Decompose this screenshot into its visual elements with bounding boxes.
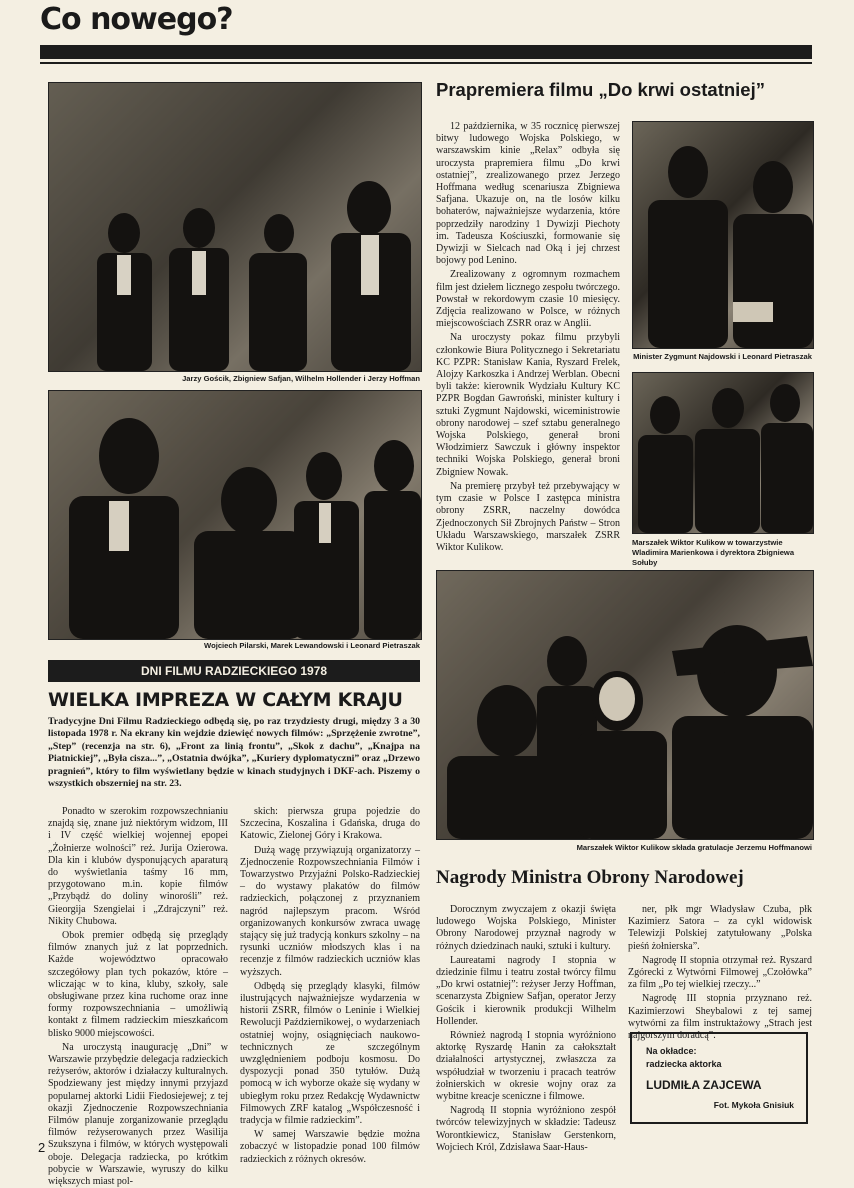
caption-photo5: Marszałek Wiktor Kulikow składa gratulacje Jerzemu Hoffmanowi xyxy=(576,843,812,852)
premiere-p4: Na premierę przybył też przebywający w tym czasie w Polsce I zastępca ministra obrony ZSRR, naczelny dowódca Zjednoczonych Sił Zbrojnych Państw – Stron Układu Warszawskiego, marszałek ZSRR Wiktor Kulikow. xyxy=(436,480,620,553)
days-col2-p2: Dużą wagę przywiązują organizatorzy – Zjednoczenie Rozpowszechniania Filmów i Towarzystwo Przyjaźni Polsko-Radzieckiej – do wystawy plakatów do filmów radzieckich, połączonej z przyznaniem nagród najlepszym pracom. Wśród organizowanych konkursów zwraca uwagę stający się już tradycją konkurs szkolny – na rysunki uczniów młodszych klas i na recenzje z filmów radzieckich uczniów klas wyższych. xyxy=(240,844,420,978)
photo-najdowski xyxy=(632,121,814,349)
premiere-p2: Zrealizowany z ogromnym rozmachem film jest dziełem licznego zespołu twórczego. Powstał w rekordowym czasie 10 miesięcy. Zdjęcia realizowano w Polsce, w różnych miejscowościach ZSRR oraz w Anglii. xyxy=(436,269,620,330)
awards-col1-p3: Również nagrodą I stopnia wyróżniono aktorkę Ryszardę Hanin za całokształt działalności artystycznej, zwłaszcza za współudział w tworzeniu i pracach teatrów żołnierskich w okresie wojny oraz za wybitne kreacje sceniczne i filmowe. xyxy=(436,1030,616,1103)
days-banner-text: DNI FILMU RADZIECKIEGO 1978 xyxy=(140,664,328,678)
premiere-headline: Prapremiera filmu „Do krwi ostatniej” xyxy=(436,79,765,100)
days-banner xyxy=(48,660,420,682)
photo-figures xyxy=(633,373,813,533)
awards-col1-p2: Laureatami nagrody I stopnia w dziedzinie filmu i teatru został twórcy filmu „Do krwi ostatniej”: reżyser Jerzy Hoffman, scenarzysta Zbigniew Safjan, operator Jerzy Gościk i kierownik produkcji Wilhelm Hollender. xyxy=(436,954,616,1027)
awards-col2-p1: ner, płk mgr Władysław Czuba, płk Kazimierz Satora – za cykl widowisk Telewizji Polskiej zatytułowany „Polska pieśń żołnierska”. xyxy=(628,904,812,952)
photo-figures xyxy=(437,571,813,839)
awards-column-1 xyxy=(436,904,616,1153)
caption-photo4: Marszałek Wiktor Kulikow w towarzystwie Wladimira Marienkowa i dyrektora Zbigniewa Sołuby xyxy=(632,538,795,567)
caption-photo1: Jarzy Gościk, Zbigniew Safjan, Wilhelm Hollender i Jerzy Hoffman xyxy=(182,374,420,383)
awards-col1-p4: Nagrodą II stopnia wyróżniono zespół twórców telewizyjnych w składzie: Tadeusz Worontkiewicz, Stanisław Gerstenkorn, Wojciech Król, Zdzisława Saar-Haus- xyxy=(436,1105,616,1153)
caption-photo3: Minister Zygmunt Najdowski i Leonard Pietraszak xyxy=(633,352,812,361)
awards-headline: Nagrody Ministra Obrony Narodowej xyxy=(436,867,744,888)
premiere-column xyxy=(436,121,620,568)
cover-label-2: radziecka aktorka xyxy=(646,1059,722,1069)
days-col2-p1: skich: pierwsza grupa pojedzie do Szczecina, Koszalina i Gdańska, druga do Katowic, Zielonej Góry i Krakowa. xyxy=(240,806,420,842)
photo-figures xyxy=(49,391,421,639)
days-lead: Tradycyjne Dni Filmu Radzieckiego odbędą się, po raz trzydziesty drugi, między 3 a 30 listopada 1978 r. Na ekrany kin wejdzie dziewięć nowych filmów: „Sprzężenie zwrotne”, „Step” (recenzja na str. 6), „Front za linią frontu”, „Skok z dachu”, „Knajpa na Piatnickiej”, „Była cisza...”, „Ostatnia dwójka”, „Kuriery dyplomatyczni” oraz „Drzewo pragnień”, który to film wyświetlany będzie w kinach studyjnych i DKF-ach. Piszemy o wszystkich obszerniej na str. 23. xyxy=(48,716,420,790)
awards-col1-p1: Dorocznym zwyczajem z okazji święta ludowego Wojska Polskiego, Minister Obrony Narodowej przyznał nagrody w różnych dziedzinach nauki, sztuki i kultury. xyxy=(436,904,616,952)
days-col1-p3: Na uroczystą inaugurację „Dni” w Warszawie przybędzie delegacja radzieckich reżyserów, aktorów i działaczy kulturalnych. Spodziewany jest między innymi przyjazd popularnej aktorki Lidii Fiedosiejewej; z tej okazji Zjednoczenie Rozpowszechniania Filmów planuje zorganizowanie przeglądu filmów reżyserowanych przez Wasilija Szukszyna i filmów, w których występowali oboje. Delegacja radziecka, po krótkim pobycie w Warszawie, wyruszy do kilku większych miast pol- xyxy=(48,1041,228,1188)
awards-col2-p2: Nagrodę II stopnia otrzymał reż. Ryszard Zgórecki z Wytwórni Filmowej „Czołówka” za film „Po tej wielkiej rzeczy...” xyxy=(628,954,812,991)
awards-col2-p3: Nagrodę III stopnia przyznano reż. Kazimierzowi Sheybalowi z tej samej wytwórni za film instruktażowy „Strach jest najgorszym doradcą”. xyxy=(628,993,812,1042)
photo-figures xyxy=(49,83,421,371)
cover-name: LUDMIŁA ZAJCEWA xyxy=(646,1078,762,1092)
days-col1-p2: Obok premier odbędą się przeglądy filmów znanych już z lat poprzednich. Każde województwo opracowało szczegółowy plan tych pokazów, które – wliczając w to kina, kluby, szkoły, sale obsługiwane przez kina ruchome oraz inne formy rozpowszechniania – umożliwią kontakt z filmem radzieckim mieszkańcom blisko 9000 miejscowości. xyxy=(48,930,228,1039)
section-title: Co nowego? xyxy=(40,2,233,37)
photo-premiere-group xyxy=(48,82,422,372)
photo-actors xyxy=(48,390,422,640)
photo-kulikow-hoffman xyxy=(436,570,814,840)
premiere-p1: 12 października, w 35 rocznicę pierwszej bitwy ludowego Wojska Polskiego, w warszawskim kinie „Relax” odbyła się uroczysta prapremiera filmu „Do krwi ostatniej”, zrealizowanego przez Jerzego Hoffmana według scenariusza Zbigniewa Safjana. Ukazuje on, na tle losów kilku bohaterów, najważniejsze wydarzenia, które poprzedziły narodziny 1 Dywizji Piechoty im. Tadeusza Kościuszki, formowanie się Dywizji w Sielcach nad Oką i jej chrzest bojowy pod Lenino. xyxy=(436,121,620,267)
days-column-2 xyxy=(240,806,420,1165)
awards-column-2 xyxy=(628,904,812,1042)
days-col2-p3: Odbędą się przeglądy klasyki, filmów ilustrujących najważniejsze wydarzenia w historii ZSRR, filmów o Leninie i Wielkiej Rewolucji Październikowej, o wydarzeniach ostatniej wojny, osiągnięciach naukowo-technicznych ze szczególnym uwzględnieniem podboju kosmosu. Do dyspozycji ponad 350 tytułów. Dużą pomocą w ich wyborze okaże się wydany w ubiegłym roku przez Redakcję Wydawnictw Filmowych ZRF katalog „Współczesność i tradycja w filmie radzieckim”. xyxy=(240,980,420,1127)
days-headline: WIELKA IMPREZA W CAŁYM KRAJU xyxy=(48,689,403,711)
days-col2-p4: W samej Warszawie będzie można zobaczyć w listopadzie ponad 100 filmów radzieckich z różnych okresów. xyxy=(240,1129,420,1165)
photo-kulikow-group xyxy=(632,372,814,534)
cover-credit: Fot. Mykoła Gnisiuk xyxy=(713,1100,794,1110)
page-number: 2 xyxy=(38,1140,46,1155)
top-rule xyxy=(40,45,812,59)
cover-info-box xyxy=(630,1032,808,1124)
caption-photo2: Wojciech Pilarski, Marek Lewandowski i Leonard Pietraszak xyxy=(204,641,420,650)
premiere-p3: Na uroczysty pokaz filmu przybyli członkowie Biura Politycznego i Sekretariatu KC PZPR: Stanisław Kania, Ryszard Frelek, Alojzy Karkoszka i Andrzej Werblan. Obecni byli także: kierownik Wydziału Kultury KC PZPR Bogdan Gawroński, minister kultury i sztuki Zygmunt Najdowski, wiceministrowie obrony narodowej – szef sztabu generalnego Wojska Polskiego, generał broni Włodzimierz Sawczuk i główny inspektor techniki Wojska Polskiego, generał broni Zbigniew Nowak. xyxy=(436,332,620,478)
days-column-1 xyxy=(48,806,228,1188)
cover-label-1: Na okładce: xyxy=(646,1046,697,1056)
photo-figures xyxy=(633,122,813,348)
thin-rule xyxy=(40,62,812,64)
days-col1-p1: Ponadto w szerokim rozpowszechnianiu znajdą się, znane już niektórym widzom, III i IV część wielkiej wojennej epopei „Żołnierze wolności” reż. Jurija Ozierowa. Dla kin i klubów dysponujących aparaturą do wyświetlania taśmy 16 mm, przygotowano m.in. kopie filmów „Przybądź do doliny winorośli” reż. Gieorgija Szengielai i „Zdrajczyni” reż. Nikity Chubowa. xyxy=(48,806,228,927)
